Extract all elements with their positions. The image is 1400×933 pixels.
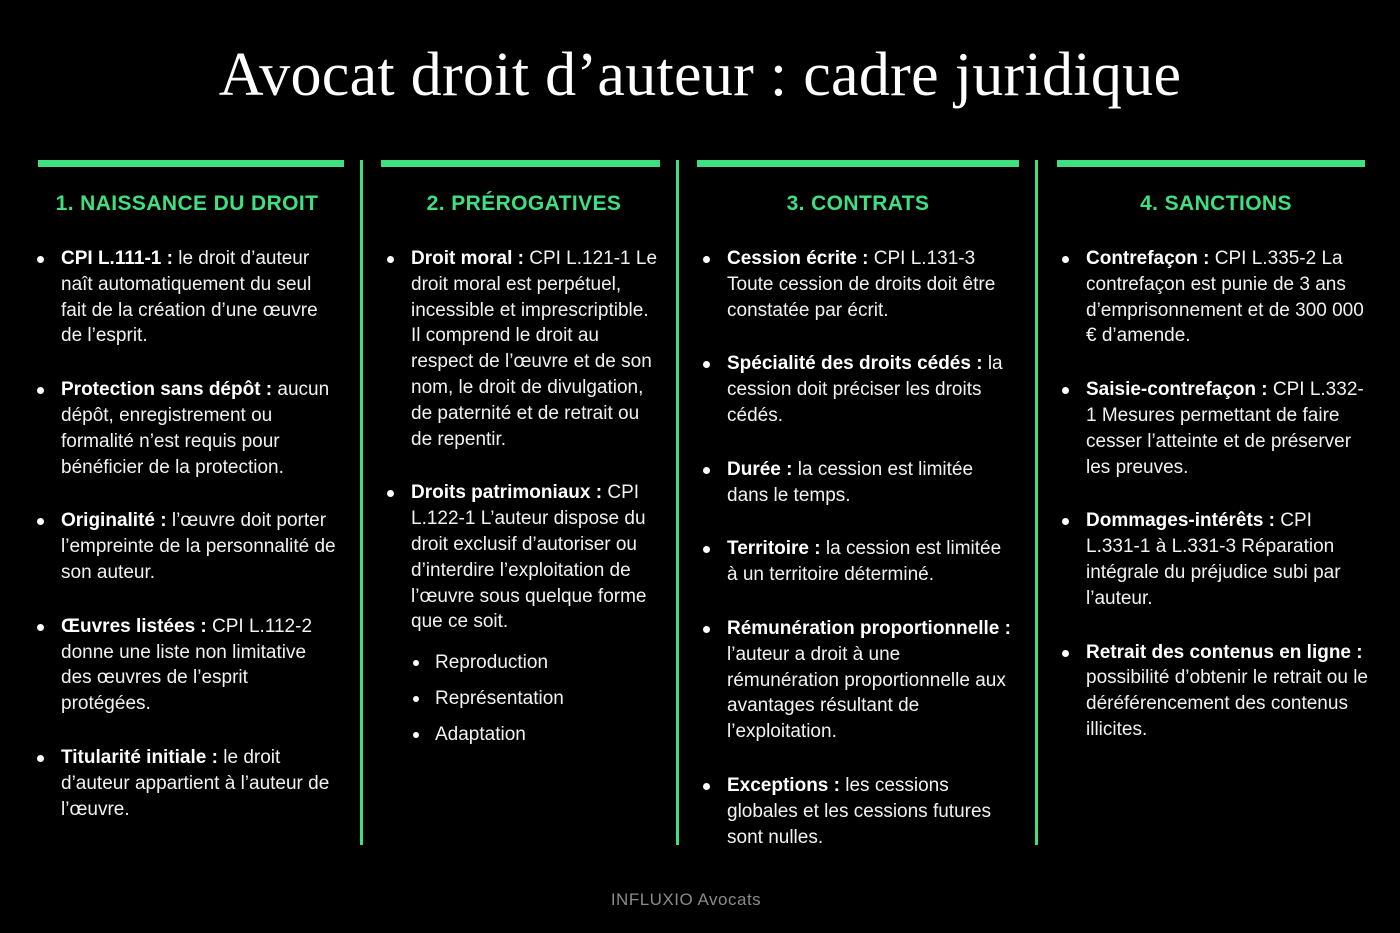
item-text: CPI L.335-2 La contrefaçon est punie de 3 ans d’emprisonnement et de 300 000 € d’amende. (1086, 248, 1364, 347)
item-text: le droit d’auteur appartient à l’auteur de l’œuvre. (61, 746, 330, 820)
list-item (703, 773, 1013, 850)
sub-item-adaptation: Adaptation (411, 717, 661, 753)
bullet-list (703, 246, 1013, 850)
item-text: CPI L.121-1 Le droit moral est perpétuel, incessible et imprescriptible. Il comprend le droit au respect de l’œuvre et de son nom, le droit de divulgation, de paternité et de retrait ou de repentir. (411, 248, 658, 450)
list-item (1062, 377, 1370, 480)
sub-list (411, 645, 661, 753)
item-text: le droit d’auteur naît automatiquement du seul fait de la création d’une œuvre de l’esprit. (61, 248, 318, 347)
column-3-top-bar (697, 160, 1019, 167)
list-item (1062, 640, 1370, 743)
sub-item-reproduction: Reproduction (411, 645, 661, 681)
bullet-list (37, 246, 337, 822)
list-item (703, 351, 1013, 428)
item-text: CPI L.331-1 à L.331-3 Réparation intégrale du préjudice subi par l’auteur. (1086, 510, 1341, 609)
column-heading: 4. SANCTIONS (1140, 192, 1292, 215)
divider-2 (676, 160, 679, 845)
item-text: CPI L.131-3 Toute cession de droits doit être constatée par écrit. (727, 248, 996, 321)
item-text: possibilité d’obtenir le retrait ou le déréférencement des contenus illicites. (1086, 667, 1368, 740)
item-text: CPI L.112-2 donne une liste non limitative des œuvres de l’esprit protégées. (61, 615, 313, 715)
item-text: les cessions globales et les cessions futures sont nulles. (727, 774, 992, 848)
list-item (1062, 246, 1370, 349)
column-2-top-bar (381, 160, 660, 167)
list-item (37, 745, 337, 822)
bullet-list (1062, 246, 1370, 743)
item-lead: Exceptions : (727, 774, 840, 796)
item-lead: Cession écrite : (727, 248, 869, 269)
list-item (37, 377, 337, 480)
column-contrats (703, 192, 1013, 878)
item-lead: Spécialité des droits cédés : (727, 353, 983, 375)
item-lead: Droits patrimoniaux : (411, 482, 603, 504)
sub-item-representation: Représentation (411, 681, 661, 717)
item-lead: Contrefaçon : (1086, 248, 1210, 269)
list-item (37, 614, 337, 717)
list-item (703, 536, 1013, 588)
item-lead: Protection sans dépôt : (61, 379, 273, 401)
column-heading: 1. NAISSANCE DU DROIT (55, 192, 319, 215)
item-lead: Droit moral : (411, 248, 524, 269)
item-text: l’œuvre doit porter l’empreinte de la personnalité de son auteur. (61, 510, 336, 583)
list-item (703, 457, 1013, 509)
divider-1 (360, 160, 363, 845)
item-lead: Rémunération proportionnelle : (727, 617, 1011, 639)
item-text: la cession est limitée dans le temps. (727, 458, 974, 506)
item-text: la cession est limitée à un territoire déterminé. (727, 538, 1002, 586)
item-lead: Territoire : (727, 538, 821, 560)
column-naissance-du-droit (37, 192, 337, 850)
divider-3 (1035, 160, 1038, 845)
column-heading: 3. CONTRATS (786, 192, 930, 215)
item-lead: Saisie-contrefaçon : (1086, 379, 1268, 401)
list-item (37, 246, 337, 349)
column-sanctions (1062, 192, 1370, 771)
item-text: CPI L.122-1 L’auteur dispose du droit exclusif d’autoriser ou d’interdire l’exploitation de l’œuvre sous quelque forme que ce soit. (411, 482, 647, 633)
column-4-top-bar (1057, 160, 1365, 167)
list-item (387, 480, 661, 753)
item-text: la cession doit préciser les droits cédés. (727, 353, 1003, 426)
page-title: Avocat droit d’auteur : cadre juridique (218, 41, 1182, 109)
item-lead: Durée : (727, 458, 793, 480)
footer-brand: INFLUXIO Avocats (610, 890, 762, 909)
item-text: l’auteur a droit à une rémunération proportionnelle aux avantages résultant de l’exploitation. (727, 643, 1006, 743)
item-lead: Œuvres listées : (61, 615, 207, 637)
list-item (37, 508, 337, 585)
list-item (703, 616, 1013, 745)
item-text: aucun dépôt, enregistrement ou formalité n’est requis pour bénéficier de la protection. (61, 379, 330, 478)
item-lead: Originalité : (61, 510, 167, 532)
item-lead: Retrait des contenus en ligne : (1086, 641, 1363, 663)
item-text: CPI L.332-1 Mesures permettant de faire cesser l’atteinte et de préserver les preuves. (1086, 379, 1364, 478)
column-prerogatives (387, 192, 661, 781)
item-lead: CPI L.111-1 : (61, 248, 173, 269)
list-item (1062, 508, 1370, 611)
column-1-top-bar (38, 160, 344, 167)
column-heading: 2. PRÉROGATIVES (426, 192, 622, 215)
list-item (387, 246, 661, 452)
item-lead: Dommages-intérêts : (1086, 510, 1275, 532)
list-item (703, 246, 1013, 323)
bullet-list (387, 246, 661, 753)
item-lead: Titularité initiale : (61, 746, 218, 768)
